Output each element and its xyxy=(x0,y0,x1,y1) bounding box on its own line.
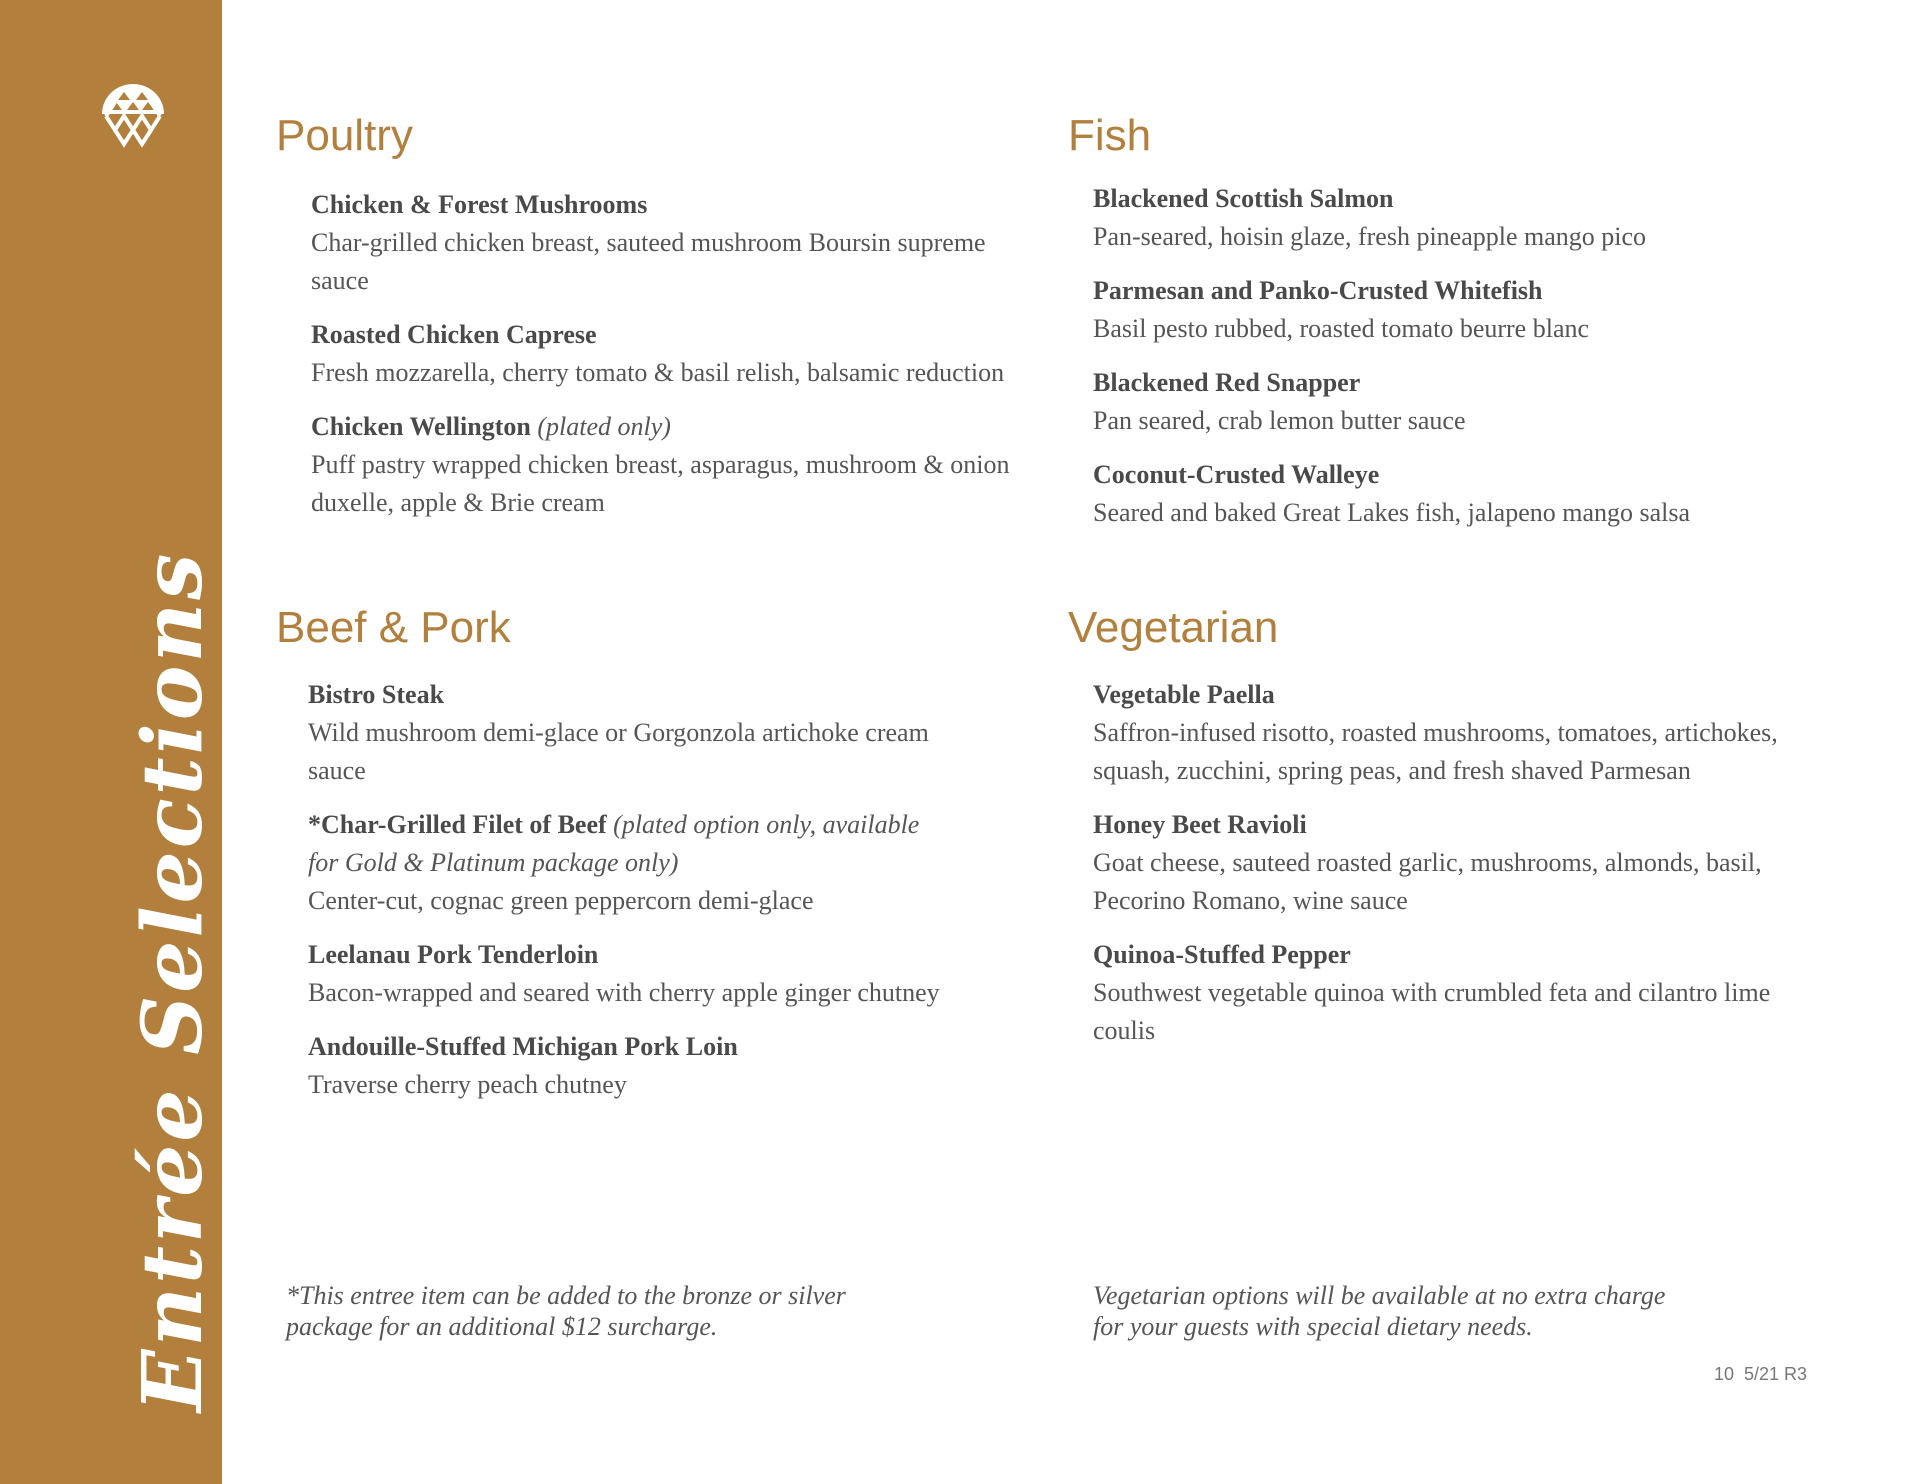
footnote-vegetarian: Vegetarian options will be available at no extra charge for your guests with special dietary needs. xyxy=(1093,1281,1666,1341)
item-name: Leelanau Pork Tenderloin xyxy=(308,940,599,969)
section-beef-pork xyxy=(276,603,956,1120)
item-name: Vegetable Paella xyxy=(1093,680,1275,709)
menu-item xyxy=(311,186,1016,300)
menu-item xyxy=(1093,364,1788,440)
menu-item xyxy=(308,936,956,1012)
item-description: Char-grilled chicken breast, sauteed mushroom Boursin supreme sauce xyxy=(311,228,986,295)
item-description: Fresh mozzarella, cherry tomato & basil relish, balsamic reduction xyxy=(311,358,1005,387)
menu-item xyxy=(1093,272,1788,348)
item-description: Wild mushroom demi-glace or Gorgonzola artichoke cream sauce xyxy=(308,718,929,785)
item-name: Chicken & Forest Mushrooms xyxy=(311,190,648,219)
menu-item xyxy=(308,676,956,790)
item-name: Andouille-Stuffed Michigan Pork Loin xyxy=(308,1032,738,1061)
section-vegetarian xyxy=(1068,603,1788,1066)
item-description: Pan seared, crab lemon butter sauce xyxy=(1093,406,1466,435)
pineapple-logo-icon xyxy=(98,80,168,150)
section-title: Beef & Pork xyxy=(276,603,511,652)
item-description: Seared and baked Great Lakes fish, jalapeno mango salsa xyxy=(1093,498,1691,527)
page-number: 10 5/21 R3 xyxy=(1714,1364,1808,1384)
item-name: Chicken Wellington xyxy=(311,412,531,441)
item-name: Blackened Red Snapper xyxy=(1093,368,1361,397)
item-name: *Char-Grilled Filet of Beef xyxy=(308,810,607,839)
item-name: Parmesan and Panko-Crusted Whitefish xyxy=(1093,276,1543,305)
footnote-surcharge: *This entree item can be added to the bronze or silver package for an additional $12 surcharge. xyxy=(286,1281,846,1341)
menu-item xyxy=(1093,456,1788,532)
item-description: Center-cut, cognac green peppercorn demi-glace xyxy=(308,886,814,915)
item-note: (plated only) xyxy=(537,412,671,441)
item-description: Southwest vegetable quinoa with crumbled feta and cilantro lime coulis xyxy=(1093,978,1771,1045)
page-title: Entrée Selections xyxy=(125,550,221,1412)
item-name: Honey Beet Ravioli xyxy=(1093,810,1307,839)
menu-item xyxy=(308,806,956,920)
menu-item xyxy=(311,408,1016,522)
menu-item xyxy=(1093,676,1788,790)
item-description: Traverse cherry peach chutney xyxy=(308,1070,627,1099)
section-fish xyxy=(1068,111,1788,548)
item-name: Quinoa-Stuffed Pepper xyxy=(1093,940,1351,969)
item-description: Pan-seared, hoisin glaze, fresh pineapple mango pico xyxy=(1093,222,1647,251)
menu-item xyxy=(1093,806,1788,920)
item-description: Saffron-infused risotto, roasted mushrooms, tomatoes, artichokes, squash, zucchini, spring peas, and fresh shaved Parmesan xyxy=(1093,718,1778,785)
sidebar xyxy=(0,0,222,1484)
item-name: Bistro Steak xyxy=(308,680,445,709)
item-description: Basil pesto rubbed, roasted tomato beurre blanc xyxy=(1093,314,1590,343)
item-description: Goat cheese, sauteed roasted garlic, mushrooms, almonds, basil, Pecorino Romano, wine sauce xyxy=(1093,848,1762,915)
menu-item xyxy=(1093,936,1788,1050)
menu-item xyxy=(311,316,1016,392)
item-name: Blackened Scottish Salmon xyxy=(1093,184,1394,213)
section-title: Fish xyxy=(1068,111,1152,160)
item-name: Coconut-Crusted Walleye xyxy=(1093,460,1380,489)
section-title: Vegetarian xyxy=(1068,603,1279,652)
section-poultry xyxy=(276,111,1016,538)
menu-item xyxy=(308,1028,956,1104)
item-description: Puff pastry wrapped chicken breast, asparagus, mushroom & onion duxelle, apple & Brie cream xyxy=(311,450,1010,517)
section-title: Poultry xyxy=(276,111,413,160)
menu-item xyxy=(1093,180,1788,256)
item-name: Roasted Chicken Caprese xyxy=(311,320,597,349)
item-note: (plated option only, available for Gold & Platinum package only) xyxy=(308,810,920,877)
item-description: Bacon-wrapped and seared with cherry apple ginger chutney xyxy=(308,978,940,1007)
